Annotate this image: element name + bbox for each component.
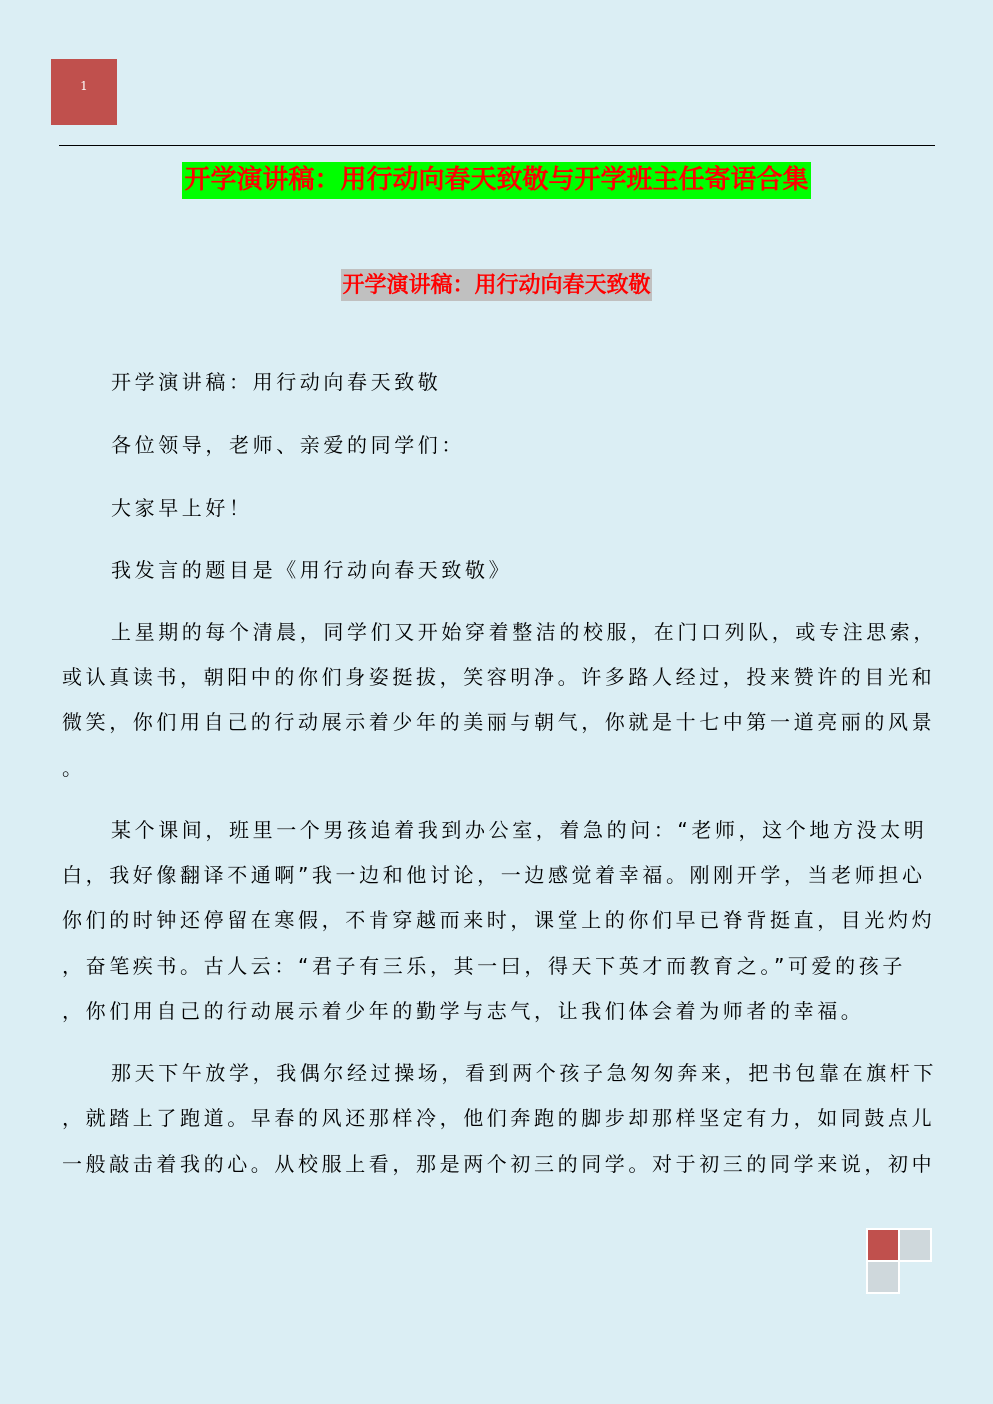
page-number: 1 [80, 79, 88, 93]
text-line: 你们的时钟还停留在寒假，不肯穿越而来时，课堂上的你们早已脊背挺直，目光灼灼 [62, 908, 936, 932]
main-title-container [0, 162, 993, 199]
text-line: 。 [62, 756, 86, 780]
pager-square[interactable] [866, 1260, 900, 1294]
text-line: 上星期的每个清晨，同学们又开始穿着整洁的校服，在门口列队，或专注思索， [111, 620, 937, 644]
text-line: 微笑，你们用自己的行动展示着少年的美丽与朝气，你就是十七中第一道亮丽的风景 [62, 710, 936, 734]
text-line: 白，我好像翻译不通啊”我一边和他讨论，一边感觉着幸福。刚刚开学，当老师担心 [62, 863, 926, 887]
text-line: 大家早上好！ [111, 496, 253, 520]
text-line: 我发言的题目是《用行动向春天致敬》 [111, 558, 513, 582]
pager-square[interactable] [898, 1228, 932, 1262]
text-line: 各位领导，老师、亲爱的同学们： [111, 433, 465, 457]
text-line: 某个课间，班里一个男孩追着我到办公室，着急的问：“老师，这个地方没太明 [111, 818, 928, 842]
pager-square-active[interactable] [866, 1228, 900, 1262]
text-line: ，奋笔疾书。古人云：“君子有三乐，其一曰，得天下英才而教育之。”可爱的孩子 [62, 954, 906, 978]
text-line: 开学演讲稿：用行动向春天致敬 [111, 370, 442, 394]
sub-title-container [0, 269, 993, 301]
page-number-badge [51, 59, 117, 125]
text-line: ，就踏上了跑道。早春的风还那样冷，他们奔跑的脚步却那样坚定有力，如同鼓点儿 [62, 1106, 936, 1130]
main-title: 开学演讲稿：用行动向春天致敬与开学班主任寄语合集 [182, 162, 810, 199]
text-line: ，你们用自己的行动展示着少年的勤学与志气，让我们体会着为师者的幸福。 [62, 999, 865, 1023]
sub-title: 开学演讲稿：用行动向春天致敬 [341, 269, 651, 301]
page-navigator [866, 1228, 933, 1293]
header-divider [59, 145, 935, 146]
text-line: 一般敲击着我的心。从校服上看，那是两个初三的同学。对于初三的同学来说，初中 [62, 1152, 936, 1176]
text-line: 或认真读书，朝阳中的你们身姿挺拔，笑容明净。许多路人经过，投来赞许的目光和 [62, 665, 936, 689]
text-line: 那天下午放学，我偶尔经过操场，看到两个孩子急匆匆奔来，把书包靠在旗杆下 [111, 1061, 937, 1085]
